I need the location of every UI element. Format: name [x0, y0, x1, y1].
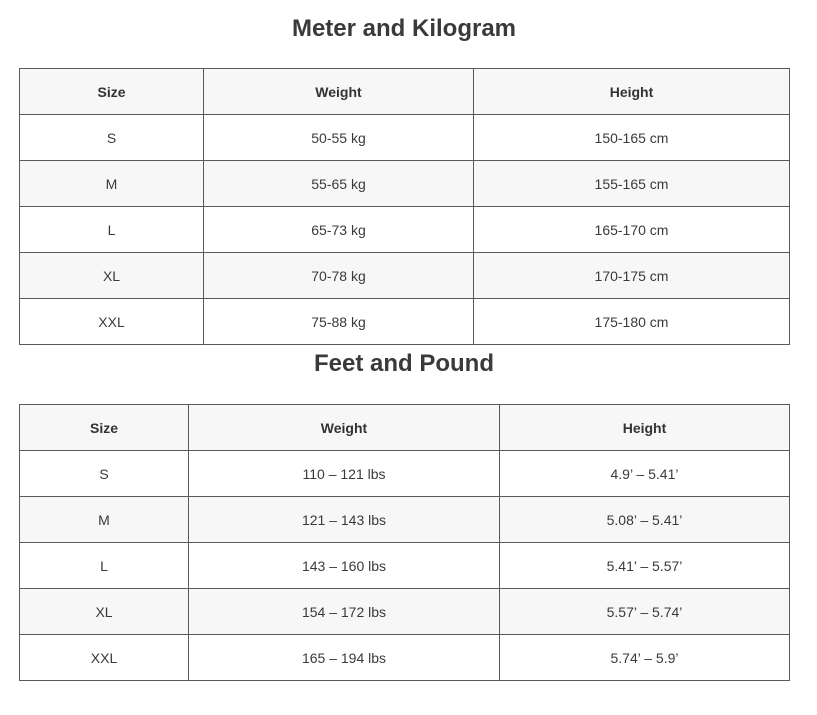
height-cell: 165-170 cm: [474, 207, 790, 253]
imperial-size-table: [19, 404, 790, 681]
height-cell: 5.57’ – 5.74’: [500, 589, 790, 635]
size-cell: L: [20, 207, 204, 253]
table-row: [20, 161, 790, 207]
table-row: [20, 299, 790, 345]
size-cell: S: [20, 451, 189, 497]
size-cell: L: [20, 543, 189, 589]
metric-size-table: [19, 68, 790, 345]
weight-cell: 70-78 kg: [204, 253, 474, 299]
table-header-row: [20, 405, 790, 451]
size-cell: M: [20, 161, 204, 207]
table-header-row: [20, 69, 790, 115]
table-row: [20, 543, 790, 589]
height-cell: 155-165 cm: [474, 161, 790, 207]
table-row: [20, 253, 790, 299]
height-cell: 4.9’ – 5.41’: [500, 451, 790, 497]
size-cell: M: [20, 497, 189, 543]
height-column-header: Height: [500, 405, 790, 451]
height-cell: 5.08’ – 5.41’: [500, 497, 790, 543]
weight-cell: 50-55 kg: [204, 115, 474, 161]
weight-cell: 165 – 194 lbs: [189, 635, 500, 681]
table-row: [20, 497, 790, 543]
weight-cell: 143 – 160 lbs: [189, 543, 500, 589]
size-cell: XXL: [20, 299, 204, 345]
weight-cell: 110 – 121 lbs: [189, 451, 500, 497]
height-cell: 5.74’ – 5.9’: [500, 635, 790, 681]
table-row: [20, 589, 790, 635]
height-cell: 5.41’ – 5.57’: [500, 543, 790, 589]
size-column-header: Size: [20, 405, 189, 451]
weight-cell: 154 – 172 lbs: [189, 589, 500, 635]
weight-cell: 75-88 kg: [204, 299, 474, 345]
size-cell: S: [20, 115, 204, 161]
table-row: [20, 635, 790, 681]
table-row: [20, 207, 790, 253]
height-cell: 150-165 cm: [474, 115, 790, 161]
size-cell: XXL: [20, 635, 189, 681]
size-cell: XL: [20, 589, 189, 635]
weight-cell: 55-65 kg: [204, 161, 474, 207]
weight-column-header: Weight: [189, 405, 500, 451]
imperial-section-title: Feet and Pound: [314, 350, 494, 377]
height-cell: 170-175 cm: [474, 253, 790, 299]
size-cell: XL: [20, 253, 204, 299]
table-row: [20, 451, 790, 497]
size-column-header: Size: [20, 69, 204, 115]
height-column-header: Height: [474, 69, 790, 115]
height-cell: 175-180 cm: [474, 299, 790, 345]
weight-cell: 121 – 143 lbs: [189, 497, 500, 543]
weight-column-header: Weight: [204, 69, 474, 115]
table-row: [20, 115, 790, 161]
weight-cell: 65-73 kg: [204, 207, 474, 253]
metric-section-title: Meter and Kilogram: [291, 15, 517, 42]
